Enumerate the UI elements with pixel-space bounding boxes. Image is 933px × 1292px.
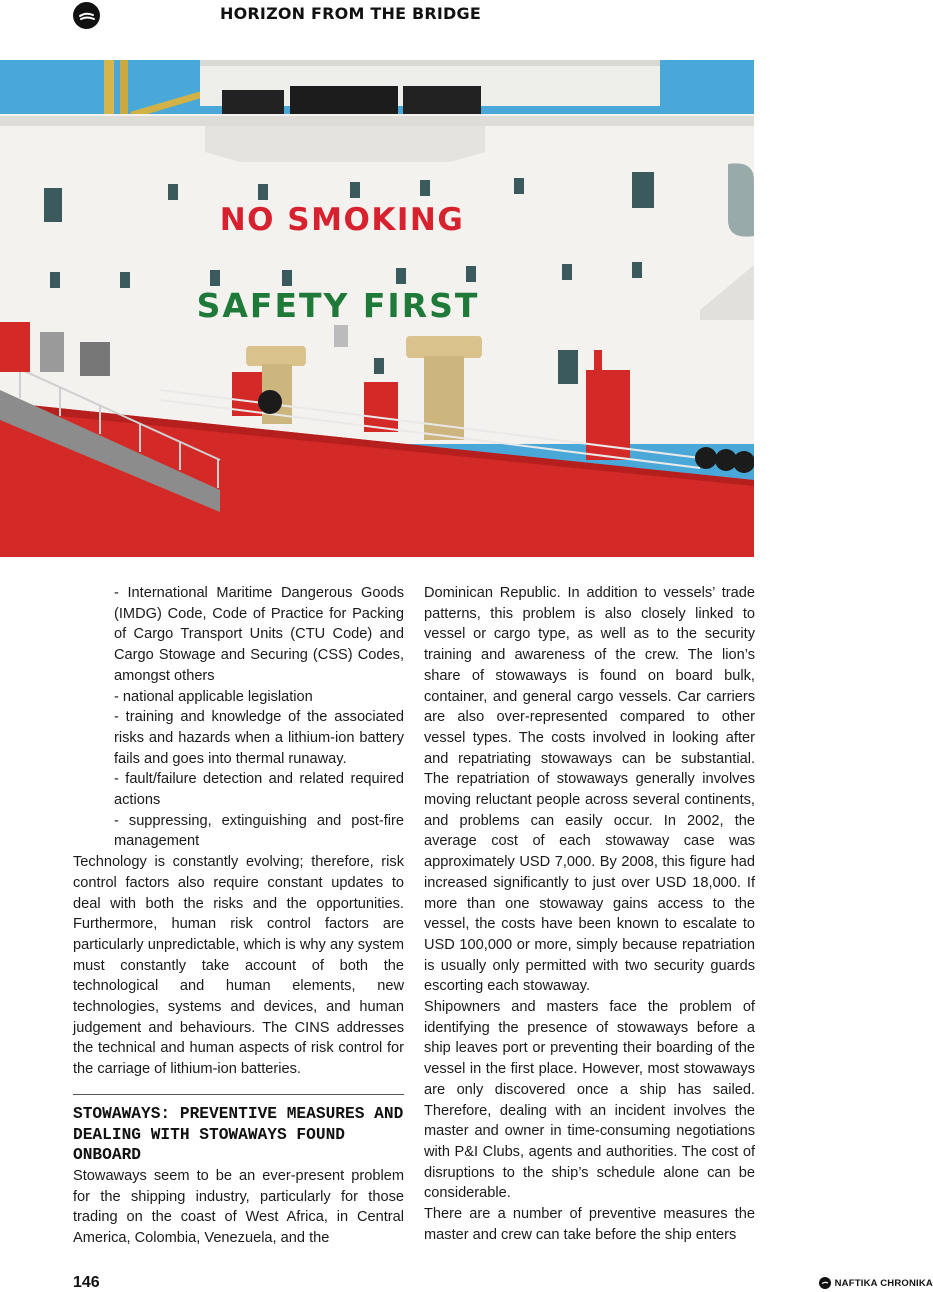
body-paragraph: Shipowners and masters face the problem of identifying the presence of stowaways before a ship leaves port or preventing their boarding of the vessel in the first place. However, most stowaways are only discovered once a ship has sailed. Therefore, dealing with an incident involves the master and owner in time-consuming negotiations with P&I Clubs, agents and authorities. The cost of disruptions to the ship’s schedule alone can be considerable.	[424, 999, 755, 1202]
subheading: STOWAWAYS: PREVENTIVE MEASURES AND DEALING WITH STOWAWAYS FOUND ONBOARD	[73, 1104, 404, 1165]
list-item: - suppressing, extinguishing and post-fire management	[114, 812, 404, 850]
ship-wheel-mark-icon	[73, 2, 100, 29]
page-number: 146	[73, 1274, 100, 1291]
sign-no-smoking: NO SMOKING	[219, 202, 465, 238]
list-item: - fault/failure detection and related required actions	[114, 771, 404, 809]
list-item: - national applicable legislation	[114, 688, 313, 705]
footer-brand	[819, 1277, 933, 1289]
naftika-mark-icon	[819, 1277, 831, 1289]
body-paragraph: Stowaways seem to be an ever-present problem for the shipping industry, particularly for those trading on the coast of West Africa, in Central America, Colombia, Venezuela, and the	[73, 1167, 404, 1247]
list-item: - training and knowledge of the associated risks and hazards when a lithium-ion battery fails and goes into thermal runaway.	[114, 709, 404, 767]
section-title: HORIZON FROM THE BRIDGE	[220, 4, 481, 23]
body-paragraph: Dominican Republic. In addition to vessels’ trade patterns, this problem is also closely linked to vessel or cargo type, as well as to the security training and awareness of the crew. The lion’s share of stowaways is found on board bulk, container, and general cargo vessels. Car carriers are also over-represented compared to other vessel types. The costs involved in looking after and repatriating stowaways can be substantial. The repatriation of stowaways generally involves moving reluctant people across several continents, and problems can easily occur. In 2002, the average cost of each stowaway case was approximately USD 7,000. By 2008, this figure had increased significantly to just over USD 18,000. If more than one stowaway gains access to the vessel, the costs have been known to escalate to USD 100,000 or more, simply because repatriation is usually only permitted with two security guards escorting each stowaway.	[424, 585, 755, 995]
list-item: - International Maritime Dangerous Goods (IMDG) Code, Code of Practice for Packing of Cargo Transport Units (CTU Code) and Cargo Stowage and Securing (CSS) Codes, amongst others	[114, 585, 404, 684]
bullet-list	[73, 583, 404, 852]
brand-name: NAFTIKA CHRONIKA	[834, 1277, 933, 1289]
body-paragraph: There are a number of preventive measures the master and crew can take before the ship enters	[424, 1206, 755, 1243]
section-divider	[73, 1094, 404, 1095]
right-column	[424, 583, 755, 1246]
tanker-superstructure-photo	[0, 60, 754, 557]
sign-safety-first: SAFETY FIRST	[196, 286, 480, 325]
left-column	[73, 583, 404, 1249]
body-paragraph: Technology is constantly evolving; therefore, risk control factors also require constant updates to deal with both the risks and the opportunities. Furthermore, human risk control factors are particularly unpredictable, which is why any system must constantly take account of both the technological and human elements, new technologies, systems and devices, and human judgement and behaviours. The CINS addresses the technical and human aspects of risk control for the carriage of lithium-ion batteries.	[73, 854, 404, 1078]
